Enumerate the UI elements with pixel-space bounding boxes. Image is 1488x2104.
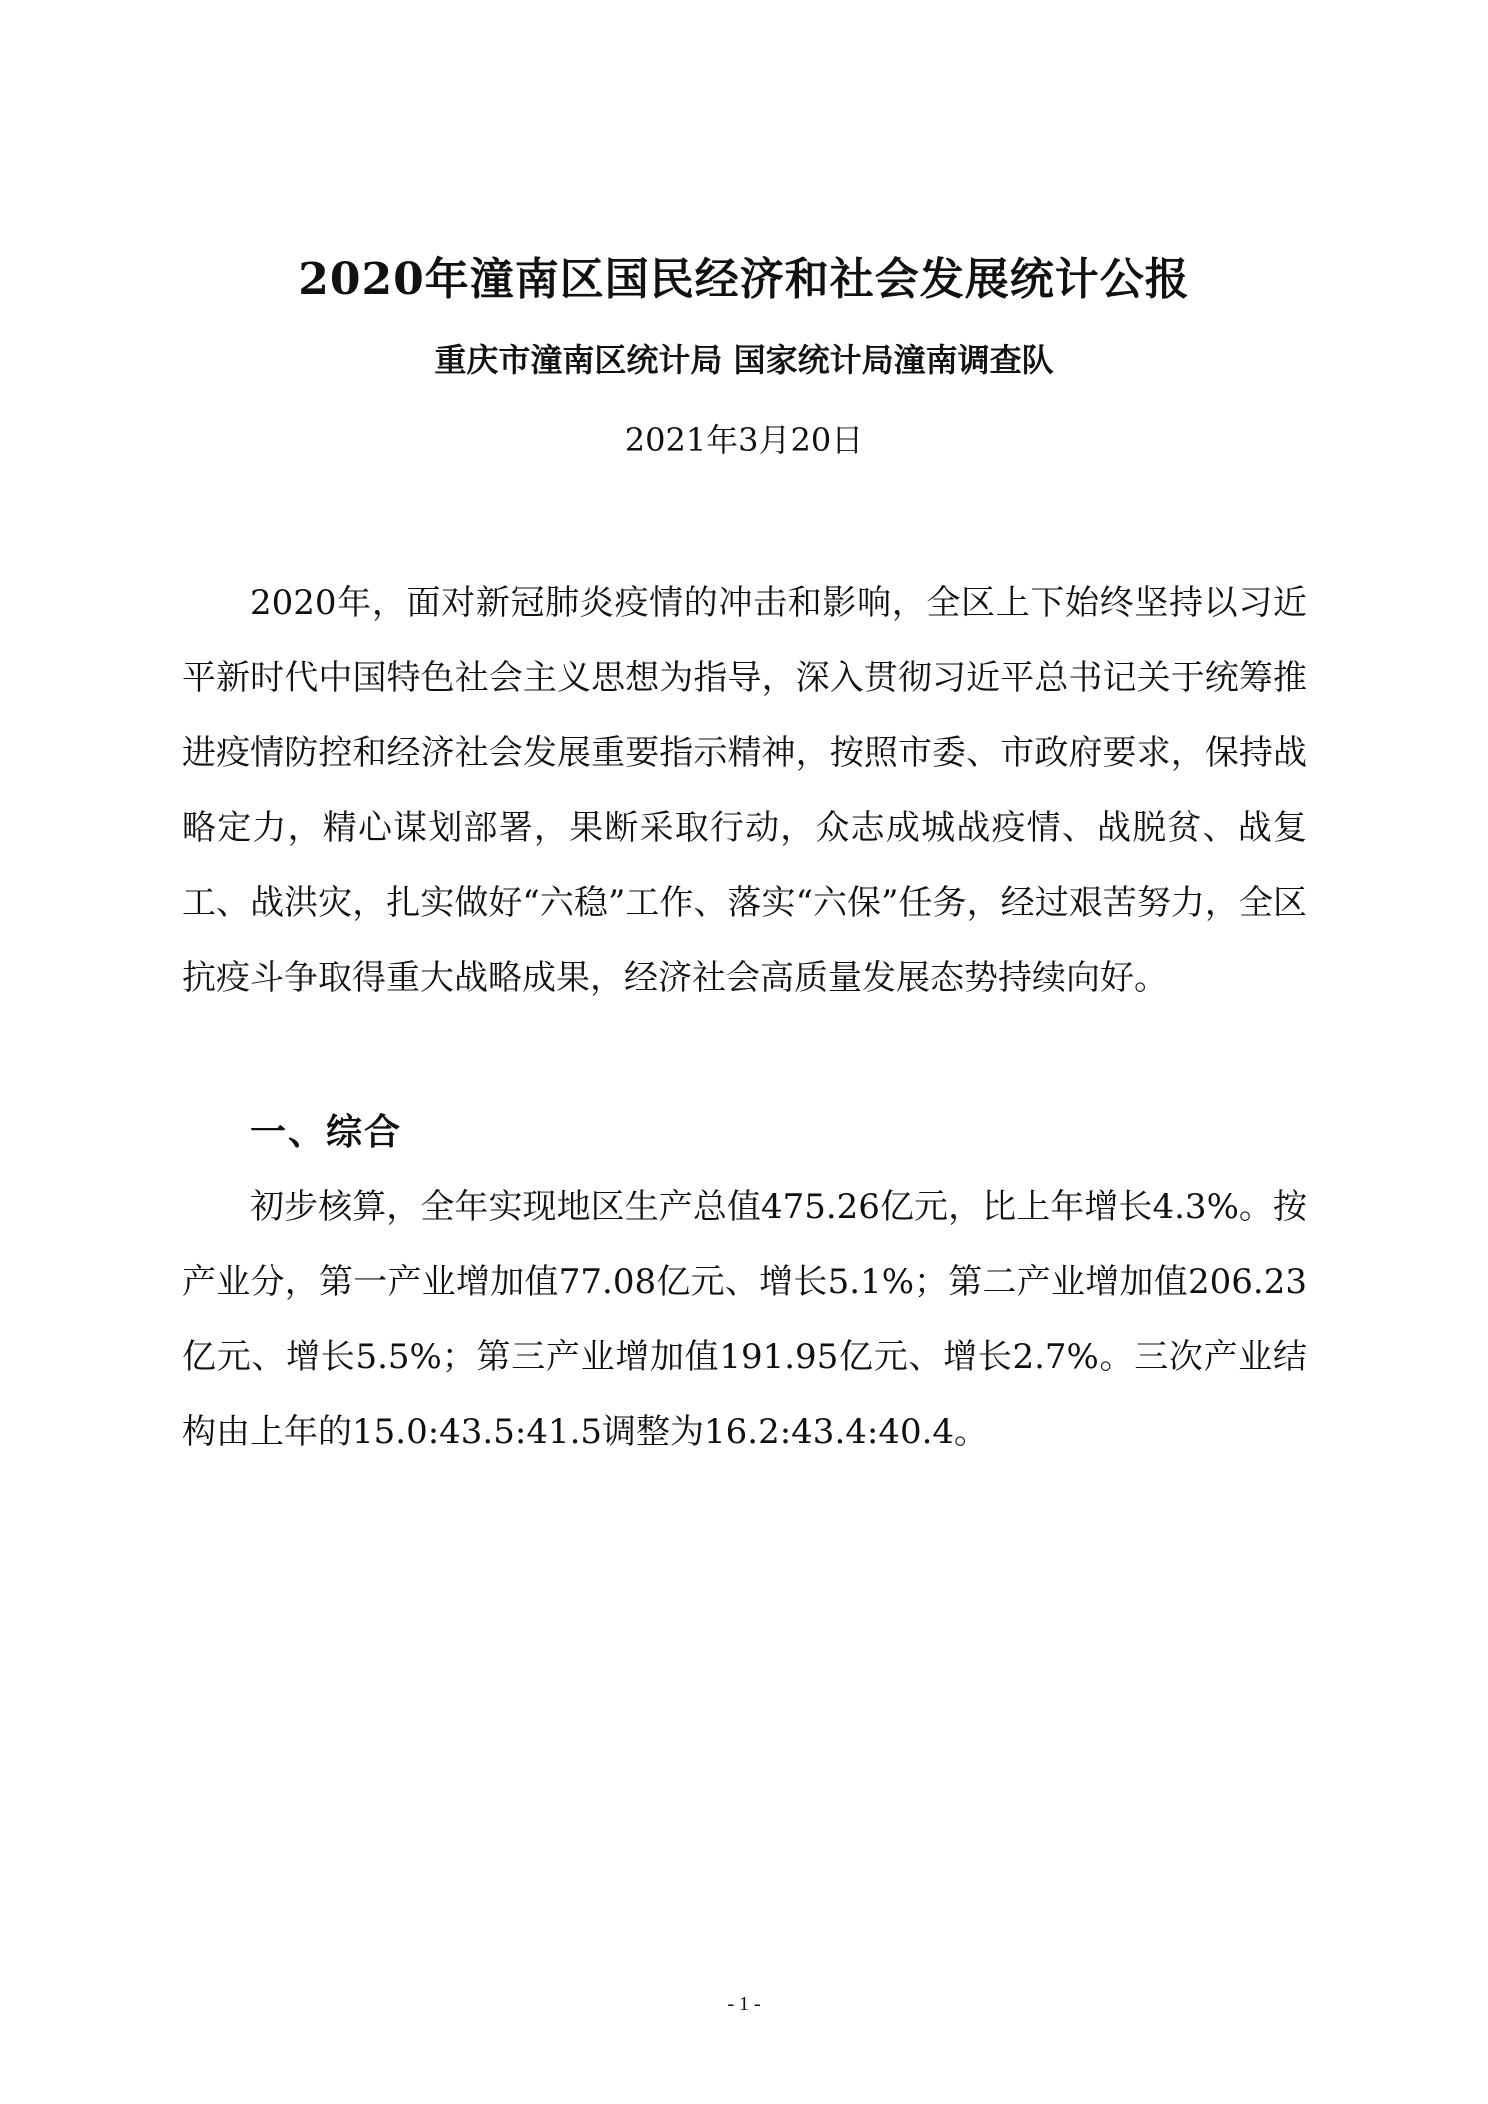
publish-date: 2021年3月20日 [624, 421, 864, 459]
intro-paragraph: 2020年，面对新冠肺炎疫情的冲击和影响，全区上下始终坚持以习近平新时代中国特色社会主义思想为指导，深入贯彻习近平总书记关于统筹推进疫情防控和经济社会发展重要指示精神，按照市委、市政府要求，保持战略定力，精心谋划部署，果断采取行动，众志成城战疫情、战脱贫、战复工、战洪灾，扎实做好“六稳”工作、落实“六保”任务，经过艰苦努力，全区抗疫斗争取得重大战略成果，经济社会高质量发展态势持续向好。 [182, 583, 1307, 998]
section-paragraph-comprehensive: 初步核算，全年实现地区生产总值475.26亿元，比上年增长4.3%。按产业分，第一产业增加值77.08亿元、增长5.1%；第二产业增加值206.23亿元、增长5.5%；第三产业增加值191.95亿元、增长2.7%。三次产业结构由上年的15.0:43.5:41.5调整为16.2:43.4:40.4。 [182, 1187, 1307, 1452]
section-heading-comprehensive: 一、综合 [250, 1111, 403, 1153]
issuing-agencies: 重庆市潼南区统计局 国家统计局潼南调查队 [434, 341, 1054, 379]
page-title: 2020年潼南区国民经济和社会发展统计公报 [298, 254, 1190, 305]
page-number: - 1 - [727, 1993, 761, 2015]
